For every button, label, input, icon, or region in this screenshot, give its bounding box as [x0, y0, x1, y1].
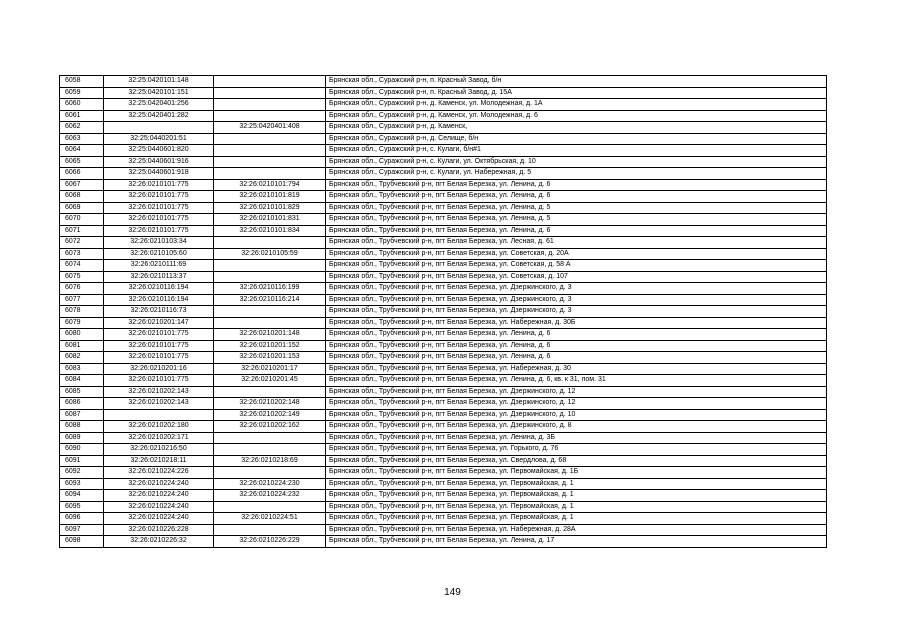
row-number-cell: 6063: [60, 133, 104, 145]
cadastral-number-cell: 32:26:0210101:775: [104, 191, 214, 203]
object-cadastral-number-cell: [214, 306, 326, 318]
object-cadastral-number-cell: [214, 317, 326, 329]
object-cadastral-number-cell: [214, 110, 326, 122]
row-number-cell: 6083: [60, 363, 104, 375]
table-row: [60, 317, 827, 329]
cadastral-number-cell: 32:26:0210113:37: [104, 271, 214, 283]
address-cell: Брянская обл., Трубчевский р-н, пгт Белая Березка, ул. Дзержинского, д. 3: [326, 283, 827, 295]
table-row: [60, 536, 827, 548]
cadastral-number-cell: 32:26:0210224:240: [104, 501, 214, 513]
row-number-cell: 6082: [60, 352, 104, 364]
cadastral-number-cell: 32:26:0210101:775: [104, 202, 214, 214]
object-cadastral-number-cell: [214, 271, 326, 283]
address-cell: Брянская обл., Трубчевский р-н, пгт Белая Березка, ул. Советская, д. 58 А: [326, 260, 827, 272]
address-cell: Брянская обл., Трубчевский р-н, пгт Белая Березка, ул. Первомайская, д. 1: [326, 513, 827, 525]
cadastral-number-cell: 32:26:0210201:16: [104, 363, 214, 375]
cadastral-number-cell: 32:26:0210226:32: [104, 536, 214, 548]
object-cadastral-number-cell: [214, 133, 326, 145]
cadastral-number-cell: 32:26:0210216:50: [104, 444, 214, 456]
row-number-cell: 6073: [60, 248, 104, 260]
object-cadastral-number-cell: 32:26:0210202:149: [214, 409, 326, 421]
object-cadastral-number-cell: [214, 260, 326, 272]
row-number-cell: 6094: [60, 490, 104, 502]
object-cadastral-number-cell: 32:26:0210101:829: [214, 202, 326, 214]
row-number-cell: 6064: [60, 145, 104, 157]
row-number-cell: 6079: [60, 317, 104, 329]
address-cell: Брянская обл., Трубчевский р-н, пгт Белая Березка, ул. Набережная, д. 30Б: [326, 317, 827, 329]
table-row: [60, 260, 827, 272]
table-row: [60, 237, 827, 249]
address-cell: Брянская обл., Трубчевский р-н, пгт Белая Березка, ул. Ленина, д. 3Б: [326, 432, 827, 444]
cadastral-number-cell: 32:26:0210101:775: [104, 214, 214, 226]
page-number: 149: [444, 587, 461, 598]
object-cadastral-number-cell: 32:26:0210101:834: [214, 225, 326, 237]
object-cadastral-number-cell: 32:26:0210101:831: [214, 214, 326, 226]
table-body: [60, 76, 827, 548]
row-number-cell: 6067: [60, 179, 104, 191]
object-cadastral-number-cell: [214, 145, 326, 157]
address-cell: Брянская обл., Трубчевский р-н, пгт Белая Березка, ул. Ленина, д. 6: [326, 340, 827, 352]
table-row: [60, 467, 827, 479]
table-row: [60, 501, 827, 513]
object-cadastral-number-cell: [214, 524, 326, 536]
cadastral-number-cell: 32:26:0210105:60: [104, 248, 214, 260]
row-number-cell: 6084: [60, 375, 104, 387]
row-number-cell: 6068: [60, 191, 104, 203]
row-number-cell: 6090: [60, 444, 104, 456]
object-cadastral-number-cell: 32:26:0210201:148: [214, 329, 326, 341]
table-row: [60, 524, 827, 536]
table-row: [60, 179, 827, 191]
address-cell: Брянская обл., Суражский р-н, п. Красный Завод, б/н: [326, 76, 827, 88]
address-cell: Брянская обл., Суражский р-н, д. Селище, б/н: [326, 133, 827, 145]
cadastral-number-cell: 32:25:0420101:151: [104, 87, 214, 99]
row-number-cell: 6078: [60, 306, 104, 318]
object-cadastral-number-cell: [214, 444, 326, 456]
row-number-cell: 6087: [60, 409, 104, 421]
table-row: [60, 271, 827, 283]
object-cadastral-number-cell: 32:26:0210202:162: [214, 421, 326, 433]
object-cadastral-number-cell: 32:26:0210201:152: [214, 340, 326, 352]
cadastral-number-cell: 32:26:0210202:171: [104, 432, 214, 444]
address-cell: Брянская обл., Трубчевский р-н, пгт Белая Березка, ул. Ленина, д. 6: [326, 179, 827, 191]
cadastral-number-cell: 32:26:0210101:775: [104, 375, 214, 387]
table-row: [60, 478, 827, 490]
object-cadastral-number-cell: 32:26:0210201:45: [214, 375, 326, 387]
table-row: [60, 87, 827, 99]
row-number-cell: 6089: [60, 432, 104, 444]
object-cadastral-number-cell: 32:26:0210201:17: [214, 363, 326, 375]
address-cell: Брянская обл., Суражский р-н, д. Каменск, ул. Молодежная, д. 1А: [326, 99, 827, 111]
cadastral-number-cell: 32:26:0210202:143: [104, 386, 214, 398]
row-number-cell: 6066: [60, 168, 104, 180]
object-cadastral-number-cell: [214, 237, 326, 249]
table-row: [60, 122, 827, 134]
address-cell: Брянская обл., Трубчевский р-н, пгт Белая Березка, ул. Ленина, д. 17: [326, 536, 827, 548]
row-number-cell: 6086: [60, 398, 104, 410]
address-cell: Брянская обл., Трубчевский р-н, пгт Белая Березка, ул. Ленина, д. 5: [326, 202, 827, 214]
row-number-cell: 6076: [60, 283, 104, 295]
row-number-cell: 6091: [60, 455, 104, 467]
table-row: [60, 363, 827, 375]
row-number-cell: 6075: [60, 271, 104, 283]
table-row: [60, 432, 827, 444]
cadastral-number-cell: 32:25:0440601:918: [104, 168, 214, 180]
cadastral-number-cell: 32:26:0210202:143: [104, 398, 214, 410]
row-number-cell: 6070: [60, 214, 104, 226]
cadastral-number-cell: [104, 409, 214, 421]
address-cell: Брянская обл., Суражский р-н, с. Кулаги, ул. Октябрьская, д. 10: [326, 156, 827, 168]
object-cadastral-number-cell: 32:26:0210105:59: [214, 248, 326, 260]
object-cadastral-number-cell: 32:26:0210116:199: [214, 283, 326, 295]
address-cell: Брянская обл., Суражский р-н, д. Каменск,: [326, 122, 827, 134]
row-number-cell: 6072: [60, 237, 104, 249]
address-cell: Брянская обл., Суражский р-н, с. Кулаги, ул. Набережная, д. 5: [326, 168, 827, 180]
address-cell: Брянская обл., Трубчевский р-н, пгт Белая Березка, ул. Лесная, д. 61: [326, 237, 827, 249]
cadastral-number-cell: 32:25:0420101:148: [104, 76, 214, 88]
row-number-cell: 6074: [60, 260, 104, 272]
table-row: [60, 145, 827, 157]
table-row: [60, 398, 827, 410]
row-number-cell: 6060: [60, 99, 104, 111]
address-cell: Брянская обл., Трубчевский р-н, пгт Белая Березка, ул. Горького, д. 76: [326, 444, 827, 456]
cadastral-number-cell: 32:26:0210201:147: [104, 317, 214, 329]
table-row: [60, 248, 827, 260]
table-row: [60, 294, 827, 306]
object-cadastral-number-cell: 32:26:0210226:229: [214, 536, 326, 548]
row-number-cell: 6095: [60, 501, 104, 513]
object-cadastral-number-cell: [214, 76, 326, 88]
table-row: [60, 225, 827, 237]
object-cadastral-number-cell: [214, 99, 326, 111]
cadastral-number-cell: 32:26:0210218:11: [104, 455, 214, 467]
row-number-cell: 6077: [60, 294, 104, 306]
address-cell: Брянская обл., Трубчевский р-н, пгт Белая Березка, ул. Ленина, д. 6, кв. к 31, пом. 31: [326, 375, 827, 387]
cadastral-number-cell: 32:26:0210224:240: [104, 478, 214, 490]
object-cadastral-number-cell: [214, 467, 326, 479]
row-number-cell: 6085: [60, 386, 104, 398]
row-number-cell: 6080: [60, 329, 104, 341]
table-row: [60, 214, 827, 226]
table-row: [60, 375, 827, 387]
cadastral-number-cell: 32:25:0420401:256: [104, 99, 214, 111]
address-cell: Брянская обл., Суражский р-н, п. Красный Завод, д. 15А: [326, 87, 827, 99]
row-number-cell: 6093: [60, 478, 104, 490]
address-cell: Брянская обл., Трубчевский р-н, пгт Белая Березка, ул. Первомайская, д. 1Б: [326, 467, 827, 479]
table-row: [60, 421, 827, 433]
document-page: [59, 75, 826, 548]
table-row: [60, 283, 827, 295]
row-number-cell: 6059: [60, 87, 104, 99]
cadastral-number-cell: 32:26:0210224:240: [104, 513, 214, 525]
cadastral-number-cell: 32:26:0210101:775: [104, 340, 214, 352]
table-row: [60, 202, 827, 214]
cadastral-number-cell: 32:26:0210101:775: [104, 352, 214, 364]
address-cell: Брянская обл., Трубчевский р-н, пгт Белая Березка, ул. Дзержинского, д. 3: [326, 294, 827, 306]
table-row: [60, 513, 827, 525]
cadastral-number-cell: 32:25:0440601:916: [104, 156, 214, 168]
address-cell: Брянская обл., Трубчевский р-н, пгт Белая Березка, ул. Ленина, д. 6: [326, 352, 827, 364]
cadastral-number-cell: 32:26:0210202:180: [104, 421, 214, 433]
row-number-cell: 6061: [60, 110, 104, 122]
table-row: [60, 99, 827, 111]
cadastral-number-cell: 32:26:0210101:775: [104, 179, 214, 191]
cadastral-number-cell: 32:26:0210103:34: [104, 237, 214, 249]
cadastral-number-cell: 32:26:0210224:226: [104, 467, 214, 479]
property-table: [59, 75, 827, 548]
object-cadastral-number-cell: 32:26:0210202:148: [214, 398, 326, 410]
cadastral-number-cell: 32:25:0440201:51: [104, 133, 214, 145]
table-row: [60, 352, 827, 364]
cadastral-number-cell: 32:26:0210224:240: [104, 490, 214, 502]
address-cell: Брянская обл., Трубчевский р-н, пгт Белая Березка, ул. Ленина, д. 6: [326, 191, 827, 203]
row-number-cell: 6098: [60, 536, 104, 548]
address-cell: Брянская обл., Трубчевский р-н, пгт Белая Березка, ул. Дзержинского, д. 3: [326, 306, 827, 318]
address-cell: Брянская обл., Трубчевский р-н, пгт Белая Березка, ул. Советская, д. 20А: [326, 248, 827, 260]
address-cell: Брянская обл., Трубчевский р-н, пгт Белая Березка, ул. Дзержинского, д. 10: [326, 409, 827, 421]
address-cell: Брянская обл., Трубчевский р-н, пгт Белая Березка, ул. Набережная, д. 28А: [326, 524, 827, 536]
row-number-cell: 6097: [60, 524, 104, 536]
cadastral-number-cell: 32:26:0210101:775: [104, 329, 214, 341]
table-row: [60, 490, 827, 502]
object-cadastral-number-cell: 32:26:0210101:819: [214, 191, 326, 203]
object-cadastral-number-cell: 32:26:0210218:69: [214, 455, 326, 467]
object-cadastral-number-cell: 32:26:0210101:794: [214, 179, 326, 191]
table-row: [60, 340, 827, 352]
table-row: [60, 306, 827, 318]
table-row: [60, 133, 827, 145]
row-number-cell: 6096: [60, 513, 104, 525]
cadastral-number-cell: 32:26:0210116:194: [104, 294, 214, 306]
object-cadastral-number-cell: [214, 501, 326, 513]
table-row: [60, 455, 827, 467]
row-number-cell: 6058: [60, 76, 104, 88]
address-cell: Брянская обл., Суражский р-н, д. Каменск, ул. Молодежная, д. 6: [326, 110, 827, 122]
table-row: [60, 76, 827, 88]
row-number-cell: 6071: [60, 225, 104, 237]
address-cell: Брянская обл., Трубчевский р-н, пгт Белая Березка, ул. Первомайская, д. 1: [326, 501, 827, 513]
address-cell: Брянская обл., Трубчевский р-н, пгт Белая Березка, ул. Дзержинского, д. 8: [326, 421, 827, 433]
row-number-cell: 6092: [60, 467, 104, 479]
row-number-cell: 6065: [60, 156, 104, 168]
cadastral-number-cell: 32:26:0210101:775: [104, 225, 214, 237]
address-cell: Брянская обл., Трубчевский р-н, пгт Белая Березка, ул. Дзержинского, д. 12: [326, 398, 827, 410]
object-cadastral-number-cell: 32:26:0210224:230: [214, 478, 326, 490]
table-row: [60, 110, 827, 122]
cadastral-number-cell: 32:25:0440601:820: [104, 145, 214, 157]
cadastral-number-cell: 32:25:0420401:282: [104, 110, 214, 122]
address-cell: Брянская обл., Трубчевский р-н, пгт Белая Березка, ул. Советская, д. 107: [326, 271, 827, 283]
table-row: [60, 386, 827, 398]
row-number-cell: 6069: [60, 202, 104, 214]
address-cell: Брянская обл., Трубчевский р-н, пгт Белая Березка, ул. Свердлова, д. 68: [326, 455, 827, 467]
object-cadastral-number-cell: [214, 156, 326, 168]
table-row: [60, 191, 827, 203]
object-cadastral-number-cell: 32:26:0210224:51: [214, 513, 326, 525]
object-cadastral-number-cell: [214, 386, 326, 398]
address-cell: Брянская обл., Трубчевский р-н, пгт Белая Березка, ул. Ленина, д. 5: [326, 214, 827, 226]
table-row: [60, 409, 827, 421]
address-cell: Брянская обл., Трубчевский р-н, пгт Белая Березка, ул. Набережная, д. 30: [326, 363, 827, 375]
cadastral-number-cell: 32:26:0210116:73: [104, 306, 214, 318]
table-row: [60, 444, 827, 456]
cadastral-number-cell: 32:26:0210116:194: [104, 283, 214, 295]
object-cadastral-number-cell: [214, 87, 326, 99]
object-cadastral-number-cell: 32:26:0210224:232: [214, 490, 326, 502]
address-cell: Брянская обл., Трубчевский р-н, пгт Белая Березка, ул. Первомайская, д. 1: [326, 478, 827, 490]
row-number-cell: 6081: [60, 340, 104, 352]
cadastral-number-cell: 32:26:0210226:228: [104, 524, 214, 536]
object-cadastral-number-cell: 32:26:0210201:153: [214, 352, 326, 364]
row-number-cell: 6062: [60, 122, 104, 134]
cadastral-number-cell: [104, 122, 214, 134]
address-cell: Брянская обл., Трубчевский р-н, пгт Белая Березка, ул. Ленина, д. 6: [326, 329, 827, 341]
address-cell: Брянская обл., Трубчевский р-н, пгт Белая Березка, ул. Дзержинского, д. 12: [326, 386, 827, 398]
object-cadastral-number-cell: 32:25:0420401:408: [214, 122, 326, 134]
table-row: [60, 329, 827, 341]
object-cadastral-number-cell: [214, 432, 326, 444]
row-number-cell: 6088: [60, 421, 104, 433]
cadastral-number-cell: 32:26:0210111:69: [104, 260, 214, 272]
address-cell: Брянская обл., Трубчевский р-н, пгт Белая Березка, ул. Ленина, д. 6: [326, 225, 827, 237]
address-cell: Брянская обл., Трубчевский р-н, пгт Белая Березка, ул. Первомайская, д. 1: [326, 490, 827, 502]
object-cadastral-number-cell: 32:26:0210116:214: [214, 294, 326, 306]
object-cadastral-number-cell: [214, 168, 326, 180]
address-cell: Брянская обл., Суражский р-н, с. Кулаги, б/н#1: [326, 145, 827, 157]
table-row: [60, 156, 827, 168]
table-row: [60, 168, 827, 180]
